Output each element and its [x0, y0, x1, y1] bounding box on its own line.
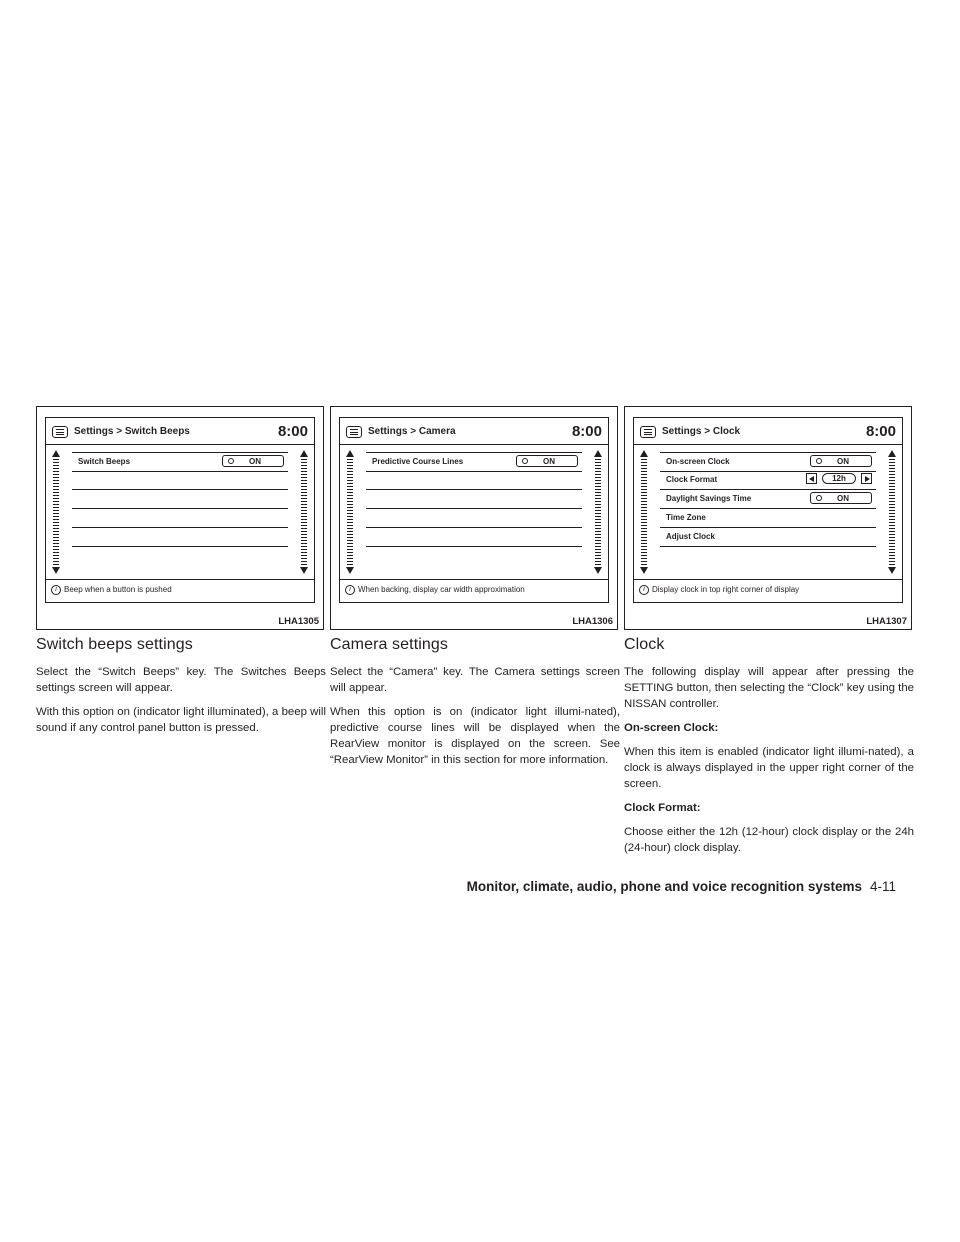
info-bar [634, 579, 902, 602]
paragraph: When this option is on (indicator light illumi-nated), predictive course lines will be displayed when the RearView monitor is displayed on the screen. See “RearView Monitor” in this section for more information. [330, 706, 620, 766]
paragraph: Select the “Camera” key. The Camera settings screen will appear. [330, 666, 620, 694]
figure-code: LHA1307 [866, 616, 907, 627]
indicator-light-icon [228, 458, 234, 464]
on-off-toggle[interactable] [810, 455, 872, 467]
screen-title: Settings > Clock [662, 426, 741, 437]
menu-icon[interactable] [640, 426, 656, 438]
menu-icon[interactable] [346, 426, 362, 438]
info-text: Display clock in top right corner of display [652, 585, 800, 594]
paragraph: Select the “Switch Beeps” key. The Switches Beeps settings screen will appear. [36, 666, 326, 694]
menu-row[interactable] [72, 471, 288, 490]
arrow-left-icon[interactable] [806, 473, 817, 484]
scroll-track [641, 459, 647, 565]
display-screen [633, 417, 903, 603]
menu-icon[interactable] [52, 426, 68, 438]
paragraph: When this item is enabled (indicator light illumi-nated), a clock is always displayed in the upper right corner of the screen. [624, 746, 914, 790]
menu-row-label: Predictive Course Lines [372, 457, 464, 466]
screen-title: Settings > Switch Beeps [74, 426, 190, 437]
toggle-value: ON [249, 457, 261, 466]
paragraph: Choose either the 12h (12-hour) clock display or the 24h (24-hour) clock display. [624, 826, 914, 854]
subheading: On-screen Clock: [624, 722, 719, 734]
subheading: Clock Format: [624, 802, 701, 814]
menu-row-label: Time Zone [666, 513, 706, 522]
scroll-up-icon[interactable] [346, 450, 354, 457]
menu-row-label: On-screen Clock [666, 457, 730, 466]
menu-row[interactable] [660, 528, 876, 547]
arrow-right-icon[interactable] [861, 473, 872, 484]
section-heading: Camera settings [330, 636, 448, 653]
menu-row[interactable] [366, 452, 582, 472]
menu-row[interactable] [366, 471, 582, 490]
indicator-light-icon [816, 495, 822, 501]
info-icon: i [639, 585, 649, 595]
scroll-track [347, 459, 353, 565]
page-number: 4-11 [869, 879, 896, 894]
scroll-up-icon[interactable] [300, 450, 308, 457]
figure-code: LHA1305 [278, 616, 319, 627]
info-bar [46, 579, 314, 602]
scroll-down-icon[interactable] [52, 567, 60, 574]
indicator-light-icon [522, 458, 528, 464]
display-screen [45, 417, 315, 603]
camera-section [330, 636, 620, 776]
info-text: When backing, display car width approximation [358, 585, 525, 594]
scroll-down-icon[interactable] [346, 567, 354, 574]
title-divider [634, 444, 902, 445]
menu-row[interactable] [660, 471, 876, 490]
section-heading: Switch beeps settings [36, 636, 193, 653]
scroll-up-icon[interactable] [594, 450, 602, 457]
format-selector[interactable] [806, 473, 872, 485]
scroll-down-icon[interactable] [640, 567, 648, 574]
menu-row[interactable] [660, 490, 876, 509]
menu-row[interactable] [660, 452, 876, 472]
menu-row-label: Adjust Clock [666, 532, 715, 541]
scroll-up-icon[interactable] [52, 450, 60, 457]
menu-row[interactable] [72, 528, 288, 547]
scroll-track [53, 459, 59, 565]
title-divider [46, 444, 314, 445]
screen-figure [36, 406, 324, 630]
info-icon: i [345, 585, 355, 595]
chapter-title: Monitor, climate, audio, phone and voice recognition systems [466, 879, 862, 894]
menu-row[interactable] [72, 509, 288, 528]
scroll-track [889, 459, 895, 565]
info-icon: i [51, 585, 61, 595]
scroll-up-icon[interactable] [888, 450, 896, 457]
paragraph: With this option on (indicator light illuminated), a beep will sound if any control panel button is pressed. [36, 706, 326, 734]
display-screen [339, 417, 609, 603]
format-value: 12h [822, 473, 856, 484]
switch-beeps-section [36, 636, 326, 744]
figure-code: LHA1306 [572, 616, 613, 627]
toggle-value: ON [837, 457, 849, 466]
screen-figure [330, 406, 618, 630]
menu-row-label: Clock Format [666, 475, 718, 484]
section-heading: Clock [624, 636, 665, 653]
on-off-toggle[interactable] [516, 455, 578, 467]
clock-display: 8:00 [865, 423, 896, 440]
scrollbar-left[interactable] [640, 450, 648, 574]
title-bar [340, 418, 608, 444]
menu-row[interactable] [366, 528, 582, 547]
clock-display: 8:00 [277, 423, 308, 440]
toggle-value: ON [837, 494, 849, 503]
scrollbar-left[interactable] [346, 450, 354, 574]
menu-row-label: Switch Beeps [78, 457, 131, 466]
indicator-light-icon [816, 458, 822, 464]
clock-section [624, 636, 914, 864]
toggle-value: ON [543, 457, 555, 466]
scroll-down-icon[interactable] [594, 567, 602, 574]
screen-figure [624, 406, 912, 630]
menu-row[interactable] [366, 490, 582, 509]
scroll-down-icon[interactable] [300, 567, 308, 574]
title-divider [340, 444, 608, 445]
scroll-up-icon[interactable] [640, 450, 648, 457]
menu-row[interactable] [660, 509, 876, 528]
title-bar [634, 418, 902, 444]
info-bar [340, 579, 608, 602]
scrollbar-right[interactable] [594, 450, 602, 574]
scroll-down-icon[interactable] [888, 567, 896, 574]
page-footer [467, 879, 896, 894]
scroll-track [595, 459, 601, 565]
on-off-toggle[interactable] [810, 492, 872, 504]
menu-row[interactable] [72, 452, 288, 472]
clock-display: 8:00 [571, 423, 602, 440]
scroll-track [301, 459, 307, 565]
menu-row-label: Daylight Savings Time [666, 494, 752, 503]
scrollbar-right[interactable] [888, 450, 896, 574]
scrollbar-right[interactable] [300, 450, 308, 574]
info-text: Beep when a button is pushed [64, 585, 172, 594]
title-bar [46, 418, 314, 444]
paragraph: The following display will appear after pressing the SETTING button, then selecting the “Clock” key using the NISSAN controller. [624, 666, 914, 710]
screen-title: Settings > Camera [368, 426, 456, 437]
on-off-toggle[interactable] [222, 455, 284, 467]
menu-row[interactable] [366, 509, 582, 528]
menu-row[interactable] [72, 490, 288, 509]
scrollbar-left[interactable] [52, 450, 60, 574]
